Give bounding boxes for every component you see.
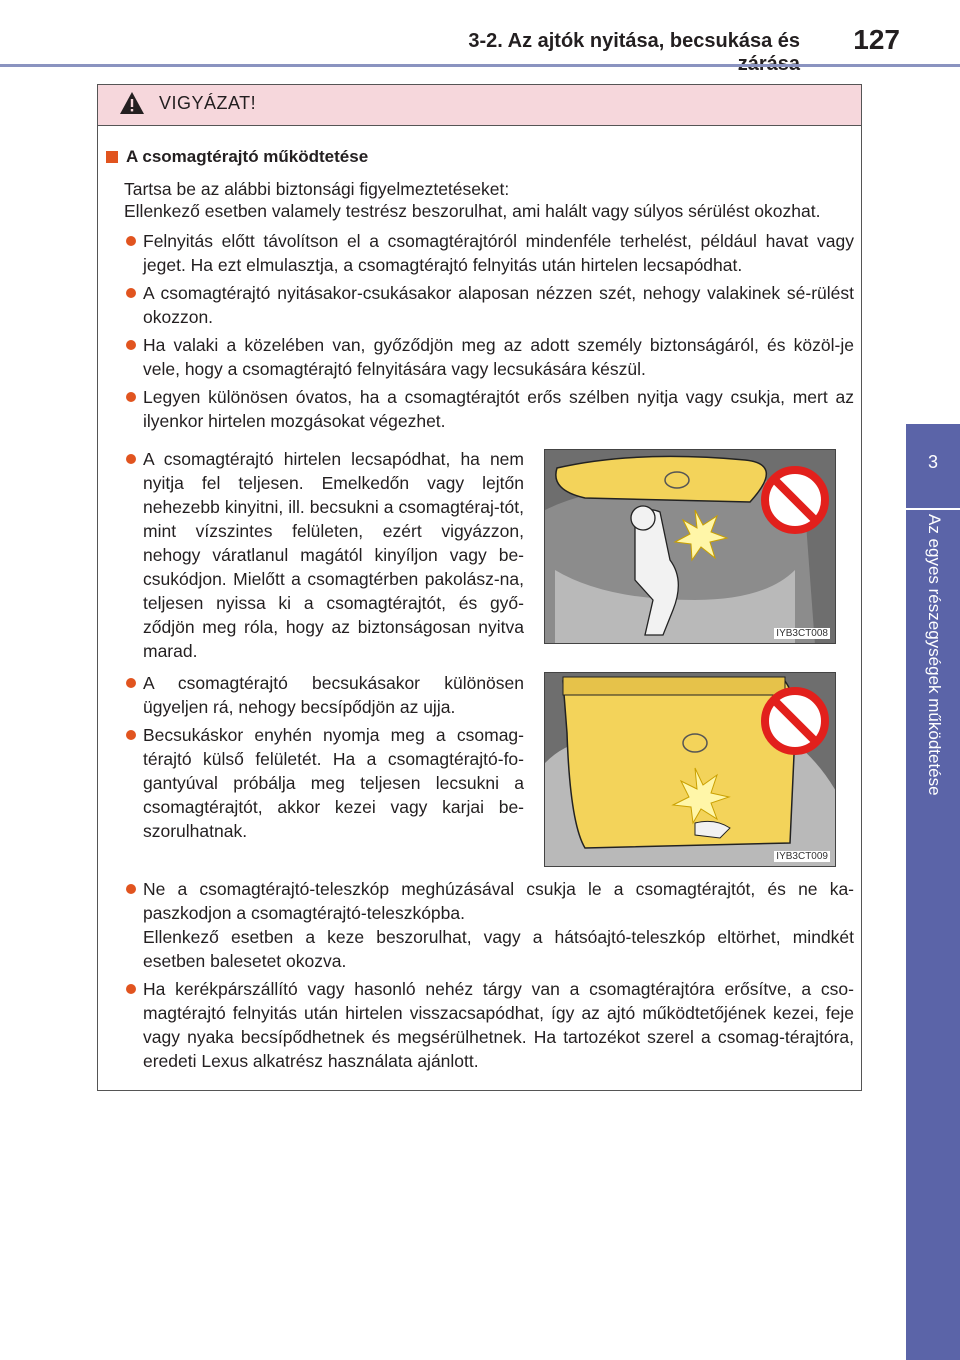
square-bullet-icon	[106, 151, 118, 163]
illustration-tailgate-slam	[544, 449, 836, 644]
list-item: A csomagtérajtó nyitásakor-csukásakor alaposan nézzen szét, nehogy valakinek sé-rülést okozzon.	[124, 281, 854, 329]
intro-line-1: Tartsa be az alábbi biztonsági figyelmeztetéseket:	[124, 179, 510, 199]
list-item: A csomagtérajtó becsukásakor különösen ügyeljen rá, nehogy becsípődjön az ujja.	[124, 671, 524, 719]
bullet-icon	[126, 730, 136, 740]
warning-triangle-icon	[119, 91, 145, 115]
chapter-tab-title: Az egyes részegységek működtetése	[925, 514, 944, 796]
list-item: Ha valaki a közelében van, győződjön meg az adott személy biztonságáról, és közöl-je vele, hogy a csomagtérajtó felnyitására vagy lecsukására készül.	[124, 333, 854, 381]
chapter-tab-number: 3	[906, 424, 960, 508]
list-item: Ne a csomagtérajtó-teleszkóp meghúzásával csukja le a csomagtérajtót, és ne ka-paszkodjon a csomagtérajtó-teleszkópba. Ellenkező esetben a keze beszorulhat, vagy a hátsóajtó-teleszkóp eltörhet, mindkét esetben balesetet okozva.	[124, 877, 854, 973]
list-item: Felnyitás előtt távolítson el a csomagtérajtóról mindenféle terhelést, például havat vagy jeget. Ha ezt elmulasztja, a csomagtérajtó felnyitás után hirtelen lecsapódhat.	[124, 229, 854, 277]
list-item: Ha kerékpárszállító vagy hasonló nehéz tárgy van a csomagtérajtóra erősítve, a cso-magtérajtó felnyitás után hirtelen visszacsapódhat, így az ajtó működtetőjének kezei, feje vagy nyaka becsípődhetnek és megsérülhetnek. Ha tartozékot szerel a csomag-térajtóra, eredeti Lexus alkatrész használata ajánlott.	[124, 977, 854, 1073]
prohibition-icon	[761, 466, 829, 534]
bullet-icon	[126, 678, 136, 688]
bullet-icon	[126, 340, 136, 350]
prohibition-icon	[761, 687, 829, 755]
chapter-tab	[906, 510, 960, 1360]
bullet-icon	[126, 884, 136, 894]
list-item: Becsukáskor enyhén nyomja meg a csomag-térajtó külső felületét. Ha a csomagtérajtó-fo-gantyúval próbálja meg teljesen lecsukni a csomagtérajtót, akkor kezei vagy karjai be-szorulhatnak.	[124, 723, 524, 843]
list-item-continuation: Ellenkező esetben a keze beszorulhat, vagy a hátsóajtó-teleszkóp eltörhet, mindkét esetben balesetet okozva.	[143, 927, 854, 971]
illustration-code: IYB3CT008	[776, 628, 828, 639]
warning-box	[97, 84, 862, 1091]
running-header-title: 3-2. Az ajtók nyitása, becsukása és	[468, 30, 800, 52]
bullet-icon	[126, 392, 136, 402]
bullet-icon	[126, 288, 136, 298]
illustration-code: IYB3CT009	[776, 851, 828, 862]
list-item: Legyen különösen óvatos, ha a csomagtérajtót erős szélben nyitja vagy csukja, mert az ilyenkor hirtelen mozgásokat végezhet.	[124, 385, 854, 433]
header-divider	[0, 64, 960, 67]
bullet-icon	[126, 984, 136, 994]
section-heading-text: A csomagtérajtó működtetése	[126, 147, 369, 166]
bullet-icon	[126, 454, 136, 464]
list-item: A csomagtérajtó hirtelen lecsapódhat, ha nem nyitja fel teljesen. Emelkedőn vagy lejtőn nehezebb kinyitni, ill. becsukni a csomagtéraj-tót, mint vízszintes felületen, ezért vigyázzon, nehogy váratlanul magától kinyíljon vagy be-csukódjon. Mielőtt a csomagtérben pakolász-na, teljesen nyissa ki a csomagtérajtót, és győ-ződjön meg róla, hogy az biztonságosan nyitva marad.	[124, 447, 524, 663]
page-number: 127	[853, 24, 900, 55]
intro-line-2: Ellenkező esetben valamely testrész beszorulhat, ami halált vagy súlyos sérülést okozhat.	[124, 201, 821, 221]
bullet-icon	[126, 236, 136, 246]
warning-label: VIGYÁZAT!	[159, 93, 257, 113]
illustration-finger-pinch	[544, 672, 836, 867]
section-heading	[98, 147, 858, 167]
warning-header	[98, 85, 861, 126]
